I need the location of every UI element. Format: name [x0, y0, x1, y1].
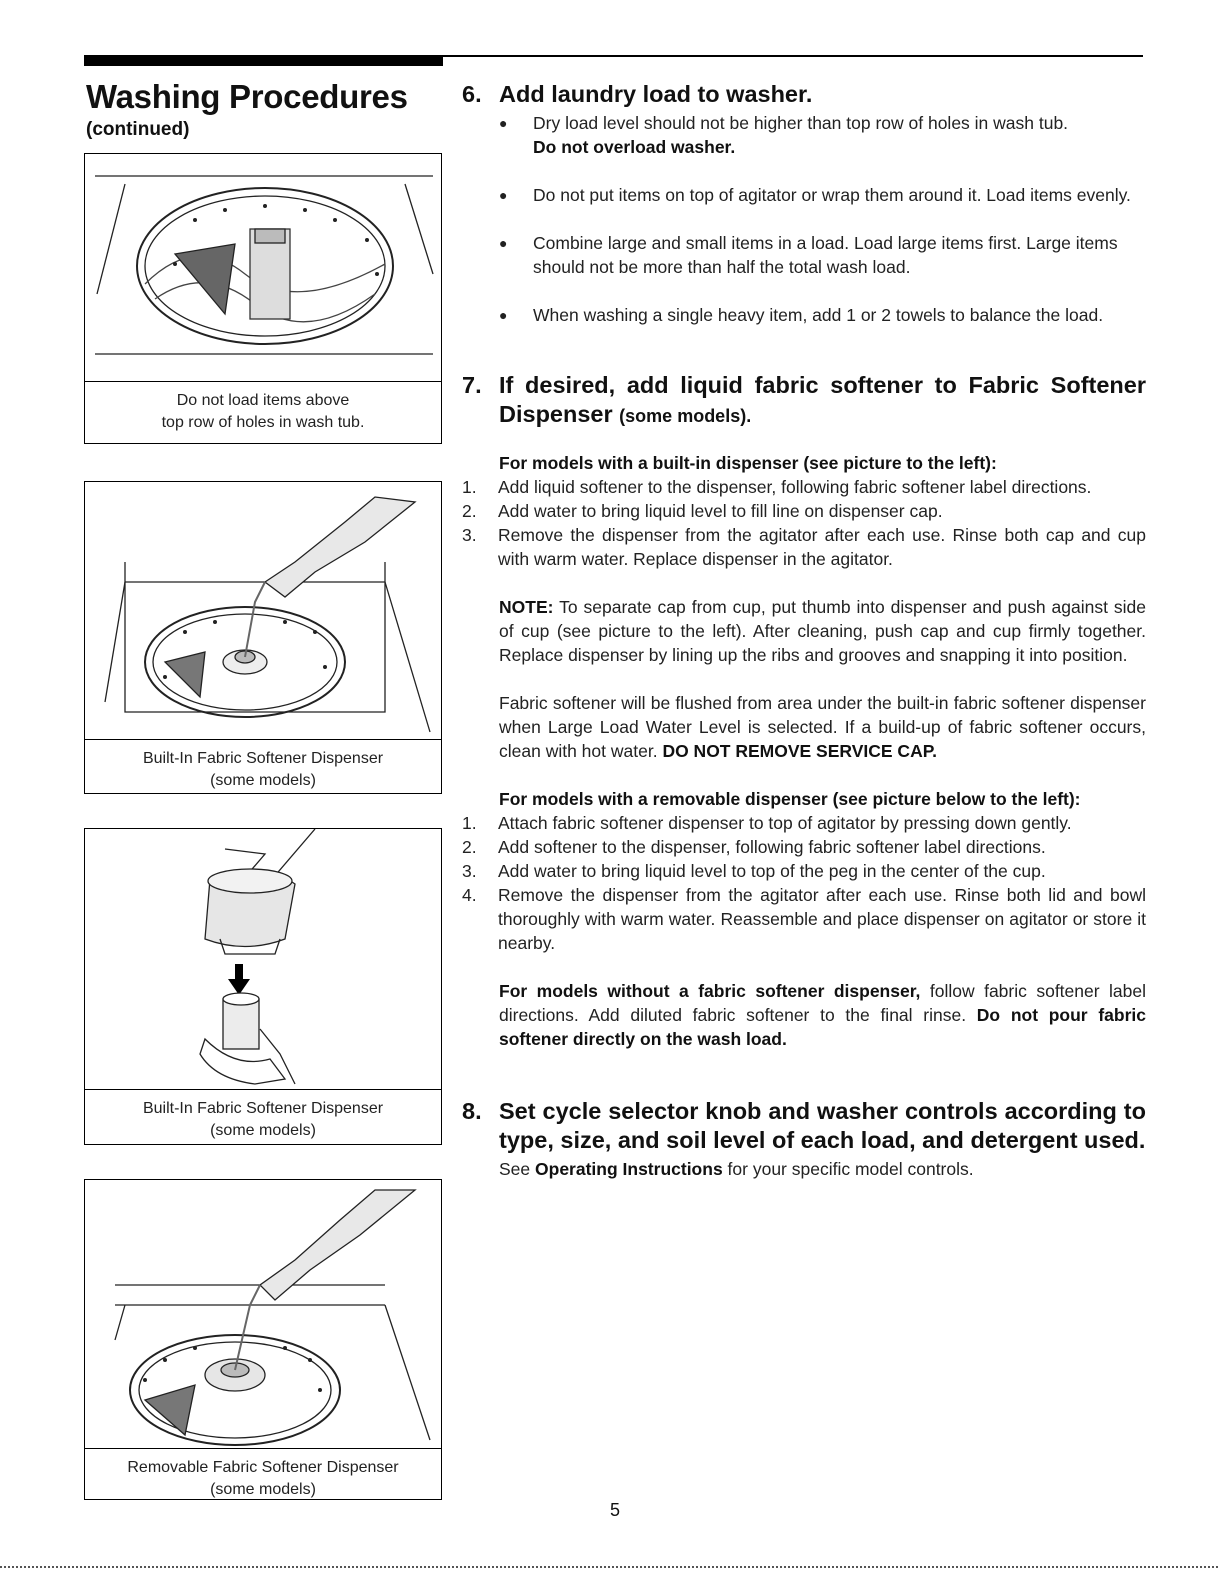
flush-bold-text: DO NOT REMOVE SERVICE CAP.: [662, 741, 937, 761]
list-number: 4.: [462, 885, 477, 905]
step-7-body: [462, 451, 1147, 1051]
list-item: [462, 859, 1146, 883]
without-text: follow fabric softener label directions. Add diluted fabric softener to the final rinse.: [499, 981, 1147, 1025]
down-arrow-icon: [228, 964, 250, 995]
caption-line: Do not load items above: [176, 392, 350, 409]
pouring-softener-illustration: [85, 482, 441, 740]
flush-text: Fabric softener will be flushed from area under the built-in fabric softener dispenser when Large Load Water Level is selected. If a build-up of fabric softener occurs, clean with hot water.: [499, 693, 1146, 761]
note-label: NOTE:: [499, 597, 554, 617]
step-title: Add laundry load to washer.: [499, 81, 813, 107]
figure-caption: [85, 382, 441, 434]
caption-line: (some models): [210, 772, 316, 789]
bullet-icon: ●: [499, 115, 508, 131]
header-rule-thin: [443, 55, 1143, 57]
list-text: Attach fabric softener dispenser to top of agitator by pressing down gently.: [498, 813, 1072, 833]
bullet-icon: ●: [499, 187, 508, 203]
bullet-text: When washing a single heavy item, add 1 or 2 towels to balance the load.: [533, 305, 1104, 325]
washer-tub-illustration: [85, 154, 441, 382]
list-number: 1.: [462, 813, 477, 833]
page-title: Washing Procedures: [86, 78, 408, 115]
bullet-text: Dry load level should not be higher than top row of holes in wash tub.: [533, 113, 1069, 133]
caption-line: Removable Fabric Softener Dispenser: [127, 1459, 399, 1476]
bullet-text: Combine large and small items in a load. Load large items first. Large items should not be more than half the total wash load.: [533, 233, 1118, 277]
list-number: 1.: [462, 477, 477, 497]
step-title: Set cycle selector knob and washer controls according to type, size, and soil level of each load, and detergent used.: [499, 1098, 1146, 1153]
bullet-bold-text: Do not overload washer.: [533, 137, 736, 157]
without-bold-text: For models without a fabric softener dispenser,: [499, 981, 921, 1001]
caption-line: (some models): [210, 1122, 316, 1139]
list-item: [499, 111, 1146, 159]
note-text: To separate cap from cup, put thumb into dispenser and push against side of cup (see picture to the left). After cleaning, push cap and cup firmly together. Replace dispenser by lining up the ribs and grooves and snapping it into position.: [499, 597, 1147, 665]
builtin-heading: For models with a built-in dispenser (see picture to the left):: [499, 453, 997, 473]
figure-load-level: [84, 153, 442, 444]
list-item: [499, 231, 1146, 279]
step-number: 8.: [462, 1098, 482, 1124]
figure-removable-dispenser: [84, 1179, 442, 1500]
figure-dispenser-cap: [84, 828, 442, 1145]
page-number: 5: [609, 1500, 620, 1520]
step-8-body: [499, 1157, 1146, 1181]
list-text: Add softener to the dispenser, following fabric softener label directions.: [498, 837, 1046, 857]
figure-builtin-dispenser: [84, 481, 442, 794]
without-dispenser-paragraph: [499, 979, 1146, 1051]
list-item: [462, 523, 1146, 571]
figure-caption: [85, 1449, 441, 1501]
list-number: 2.: [462, 501, 477, 521]
list-number: 3.: [462, 861, 477, 881]
dispenser-cap-illustration: [85, 829, 441, 1090]
list-text: Remove the dispenser from the agitator after each use. Rinse both lid and bowl thoroughly with warm water. Reassemble and place dispenser on agitator or store it nearby.: [498, 885, 1146, 953]
list-item: [462, 475, 1146, 499]
step-title: If desired, add liquid fabric softener to Fabric Softener Dispenser: [499, 372, 1146, 427]
list-item: [462, 499, 1146, 523]
list-item: [462, 883, 1146, 955]
step-7-heading: [462, 371, 1146, 431]
caption-line: Built-In Fabric Softener Dispenser: [142, 750, 384, 767]
list-text: Add water to bring liquid level to top of the peg in the center of the cup.: [498, 861, 1046, 881]
see-text: See: [499, 1159, 531, 1179]
list-item: [462, 811, 1146, 835]
step-6-heading: [462, 80, 1146, 109]
figure-caption: [85, 1090, 441, 1142]
page-bottom-border: [0, 1566, 1219, 1568]
list-item: [499, 303, 1146, 327]
step-6-body: [499, 111, 1146, 327]
list-text: Add water to bring liquid level to fill line on dispenser cap.: [498, 501, 943, 521]
removable-heading: For models with a removable dispenser (see picture below to the left):: [499, 789, 1081, 809]
without-bold-text-2: Do not pour fabric softener directly on the wash load.: [499, 1005, 1146, 1049]
pouring-removable-illustration: [85, 1180, 441, 1449]
note-paragraph: [499, 595, 1146, 667]
bullet-icon: ●: [499, 307, 508, 323]
header-rule-thick: [84, 55, 443, 66]
figure-caption: [85, 740, 441, 792]
list-text: Add liquid softener to the dispenser, following fabric softener label directions.: [498, 477, 1092, 497]
step-title-suffix: (some models).: [619, 406, 752, 426]
flush-paragraph: [499, 691, 1146, 763]
list-number: 3.: [462, 525, 477, 545]
caption-line: top row of holes in wash tub.: [161, 414, 365, 431]
see-rest-text: for your specific model controls.: [727, 1159, 974, 1179]
see-bold-text: Operating Instructions: [535, 1159, 723, 1179]
list-item: [462, 835, 1146, 859]
list-number: 2.: [462, 837, 477, 857]
list-item: [499, 183, 1146, 207]
caption-line: (some models): [210, 1481, 316, 1498]
page-subtitle: (continued): [86, 119, 190, 140]
bullet-text: Do not put items on top of agitator or wrap them around it. Load items evenly.: [533, 185, 1131, 205]
step-number: 6.: [462, 81, 482, 107]
bullet-icon: ●: [499, 235, 508, 251]
caption-line: Built-In Fabric Softener Dispenser: [142, 1100, 384, 1117]
list-text: Remove the dispenser from the agitator after each use. Rinse both cap and cup with warm water. Replace dispenser in the agitator.: [498, 525, 1146, 569]
step-8-heading: [462, 1097, 1146, 1155]
step-number: 7.: [462, 372, 482, 398]
instructions-column: [462, 80, 1146, 1181]
